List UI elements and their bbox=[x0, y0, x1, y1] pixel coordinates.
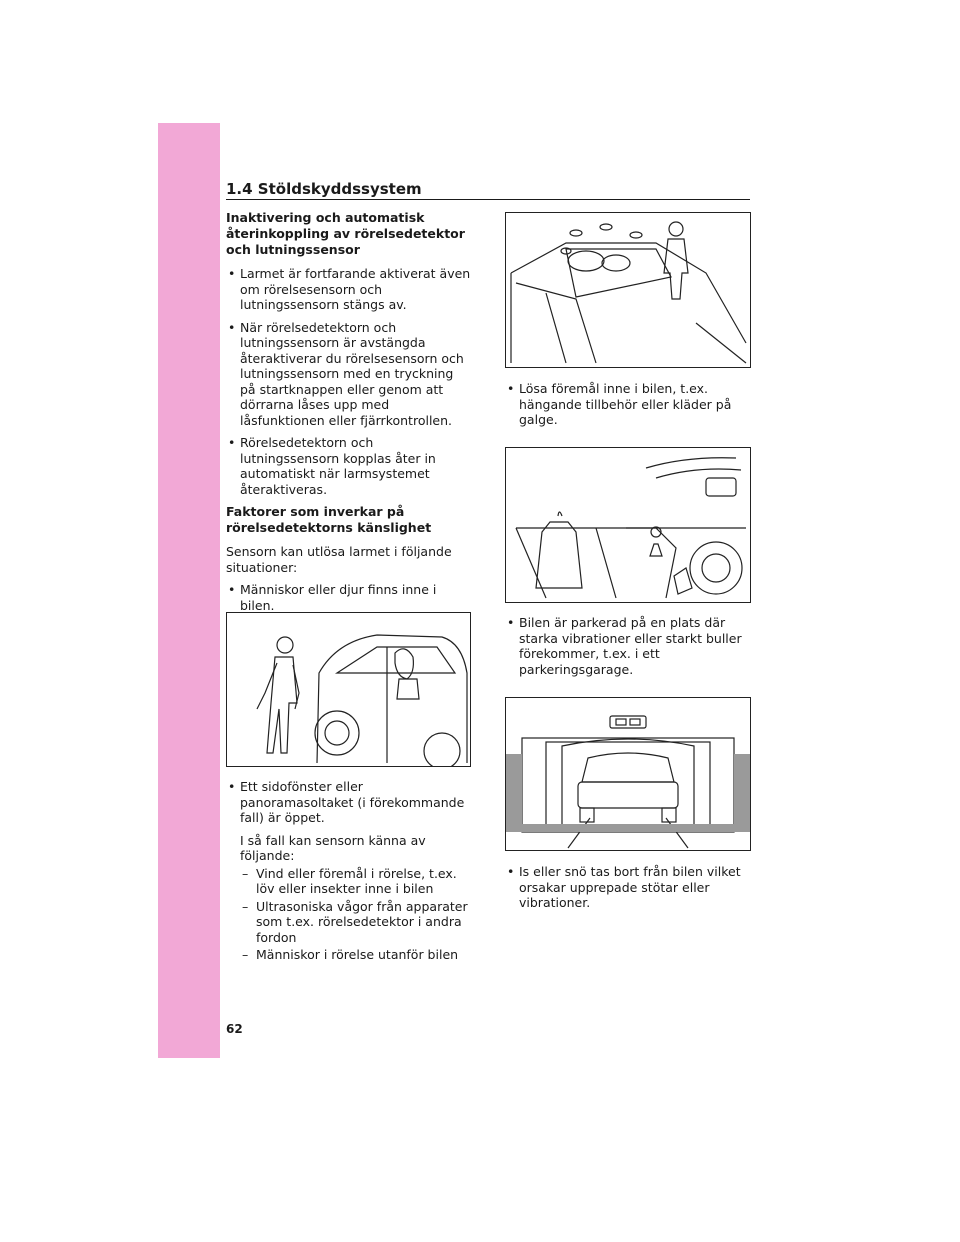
window-followup: I så fall kan sensorn känna av följande: bbox=[240, 832, 426, 863]
page-side-band bbox=[158, 123, 220, 1058]
dash-ultrasonic: – Ultrasoniska vågor från apparater som t.ex. rörelsedetektor i andra fordon bbox=[226, 899, 471, 946]
left-column-continued bbox=[226, 779, 471, 965]
bullet-ice-snow: • Is eller snö tas bort från bilen vilket orsakar upprepade stötar eller vibrationer. bbox=[505, 864, 750, 911]
bullet-alarm-still-active: • Larmet är fortfarande aktiverat även om rörelsesensorn och lutningssensorn stängs av. bbox=[226, 266, 471, 313]
car-wash-illustration bbox=[506, 698, 750, 850]
person-and-dog-illustration bbox=[227, 613, 470, 766]
bullet-window-open: • Ett sidofönster eller panoramasoltaket (i förekommande fall) är öppet. bbox=[226, 779, 471, 826]
heading-sensitivity-factors: Faktorer som inverkar på rörelsedetektorns känslighet bbox=[226, 504, 432, 535]
figure-car-wash bbox=[505, 697, 751, 851]
right-column-1 bbox=[505, 381, 750, 435]
bullet-people-animals: • Människor eller djur finns inne i bilen. bbox=[226, 582, 471, 613]
right-column-2 bbox=[505, 615, 750, 684]
page-number: 62 bbox=[226, 1022, 243, 1036]
hanging-clothes-illustration bbox=[506, 448, 750, 602]
right-column-3 bbox=[505, 864, 750, 918]
figure-sunroof-leaves bbox=[505, 212, 751, 368]
sensitivity-intro: Sensorn kan utlösa larmet i följande situationer: bbox=[226, 544, 452, 575]
dash-people-outside: – Människor i rörelse utanför bilen bbox=[226, 947, 471, 963]
heading-inactivation: Inaktivering och automatisk återinkoppling av rörelsedetektor och lutningssensor bbox=[226, 210, 465, 257]
bullet-loose-objects: • Lösa föremål inne i bilen, t.ex. hängande tillbehör eller kläder på galge. bbox=[505, 381, 750, 428]
bullet-auto-reconnect: • Rörelsedetektorn och lutningssensorn kopplas åter in automatiskt när larmsystemet återaktiveras. bbox=[226, 435, 471, 497]
figure-hanging-clothes bbox=[505, 447, 751, 603]
bullet-parked-vibrations: • Bilen är parkerad på en plats där starka vibrationer eller starkt buller förekommer, t.ex. i ett parkeringsgarage. bbox=[505, 615, 750, 677]
sunroof-leaves-illustration bbox=[506, 213, 750, 367]
figure-person-dog-car bbox=[226, 612, 471, 767]
section-title: 1.4 Stöldskyddssystem bbox=[226, 180, 422, 198]
dash-wind-objects: – Vind eller föremål i rörelse, t.ex. löv eller insekter inne i bilen bbox=[226, 866, 471, 897]
header-rule bbox=[226, 199, 750, 200]
bullet-reactivate-sensors: • När rörelsedetektorn och lutningssensorn är avstängda återaktiverar du rörelsesensorn och lutningssensorn med en tryckning på startknappen eller genom att dörrarna låses upp med låsfunktionen eller fjärrkontrollen. bbox=[226, 320, 471, 429]
left-column bbox=[226, 210, 471, 620]
